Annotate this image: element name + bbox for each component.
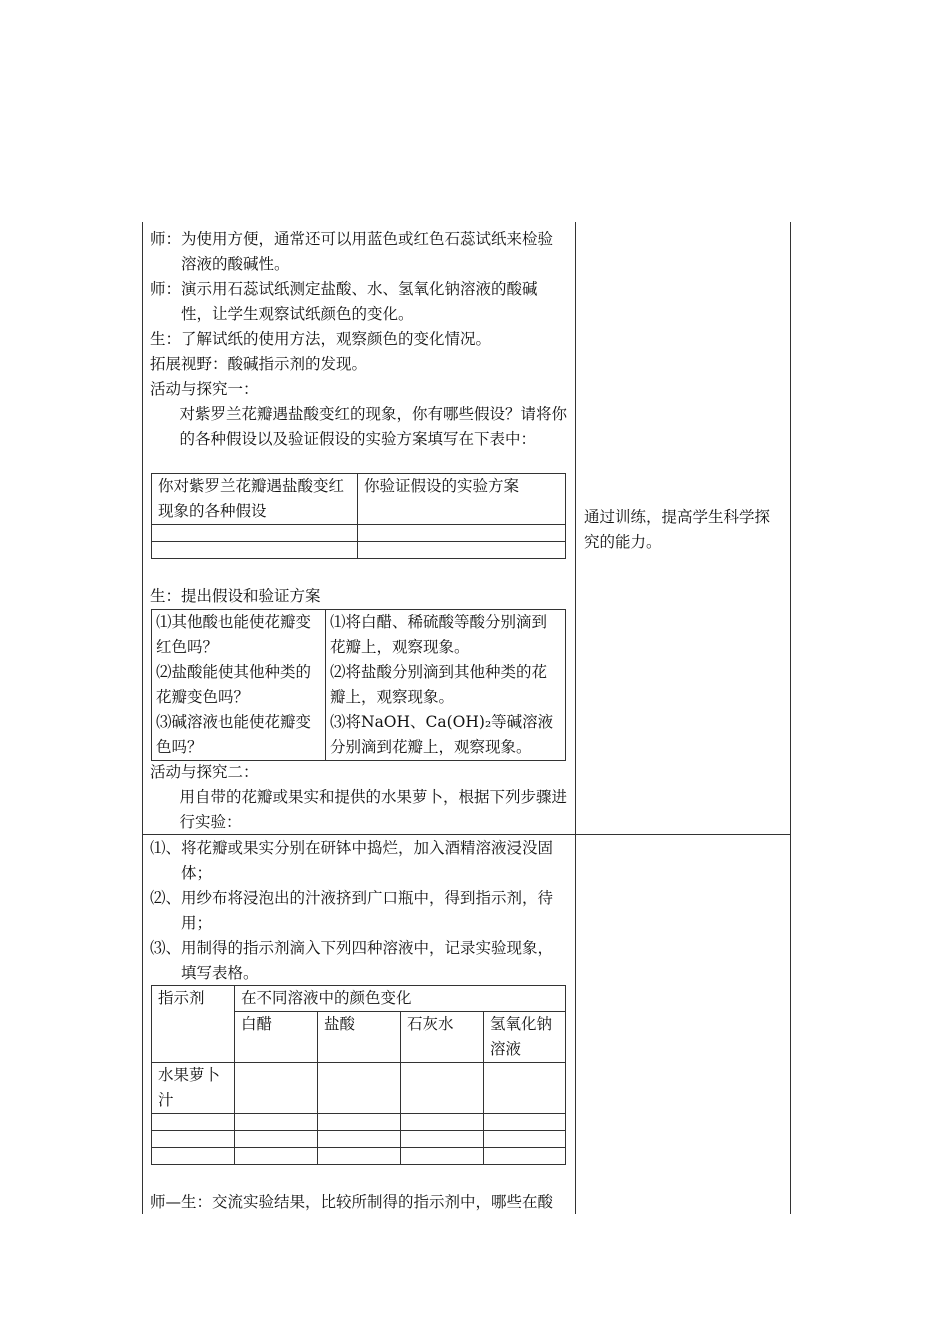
indicator-table	[151, 985, 566, 1165]
plan-empty-cell	[358, 542, 566, 559]
data-cell	[318, 1148, 401, 1165]
final-discussion-line	[150, 1190, 575, 1215]
data-cell	[235, 1063, 318, 1114]
hypothesis-header: 你对紫罗兰花瓣遇盐酸变红现象的各种假设	[152, 474, 358, 525]
student-paragraph-1: 生：了解试纸的使用方法，观察颜色的变化情况。	[150, 330, 492, 348]
row-radish-juice: 水果萝卜汁	[152, 1063, 235, 1114]
plan-item: ⑵将盐酸分别滴到其他种类的花瓣上，观察现象。	[330, 663, 548, 706]
frame-middle-border	[575, 222, 576, 1214]
extension-paragraph: 拓展视野：酸碱指示剂的发现。	[150, 355, 368, 373]
step-two: ⑵、用纱布将浸泡出的汁液挤到广口瓶中，得到指示剂，待用；	[150, 889, 554, 932]
data-cell	[235, 1148, 318, 1165]
activity-two-heading: 活动与探究二：	[150, 763, 259, 781]
data-cell	[318, 1114, 401, 1131]
teacher-paragraph-1: 师：为使用方便，通常还可以用蓝色或红色石蕊试纸来检验溶液的酸碱性。	[150, 230, 554, 273]
plan-header: 你验证假设的实验方案	[358, 474, 566, 525]
data-cell	[152, 1131, 235, 1148]
data-cell	[401, 1063, 484, 1114]
data-cell	[484, 1063, 566, 1114]
data-cell	[484, 1131, 566, 1148]
data-cell	[318, 1131, 401, 1148]
hypothesis-item: ⑶碱溶液也能使花瓣变色吗？	[156, 713, 312, 756]
indicator-header: 指示剂	[152, 986, 235, 1063]
data-cell	[235, 1131, 318, 1148]
hypothesis-item: ⑴其他酸也能使花瓣变红色吗？	[156, 613, 312, 656]
data-cell	[235, 1114, 318, 1131]
lower-section	[150, 836, 568, 986]
teacher-student-paragraph: 师—生：交流实验结果，比较所制得的指示剂中，哪些在酸	[150, 1193, 554, 1211]
data-cell	[484, 1148, 566, 1165]
step-one: ⑴、将花瓣或果实分别在研钵中捣烂，加入酒精溶液浸没固体；	[150, 839, 554, 882]
data-cell	[152, 1148, 235, 1165]
column-sodium-hydroxide: 氢氧化钠溶液	[484, 1012, 566, 1063]
activity-one-prompt: 对紫罗兰花瓣遇盐酸变红的现象，你有哪些假设？请将你的各种假设以及验证假设的实验方案填写在下表中：	[179, 405, 567, 448]
hypothesis-item: ⑵盐酸能使其他种类的花瓣变色吗？	[156, 663, 312, 706]
hypothesis-table	[151, 473, 566, 559]
proposal-table	[151, 609, 566, 761]
student-proposal-line	[150, 584, 568, 609]
data-cell	[401, 1148, 484, 1165]
hypothesis-empty-cell	[152, 525, 358, 542]
student-paragraph-2: 生：提出假设和验证方案	[150, 587, 321, 605]
plan-item: ⑴将白醋、稀硫酸等酸分别滴到花瓣上，观察现象。	[330, 613, 548, 656]
hypotheses-cell	[152, 610, 326, 761]
teacher-paragraph-2: 师：演示用石蕊试纸测定盐酸、水、氢氧化钠溶液的酸碱性，让学生观察试纸颜色的变化。	[150, 280, 538, 323]
data-cell	[401, 1114, 484, 1131]
frame-left-border	[142, 222, 143, 1214]
upper-section	[150, 227, 568, 452]
plans-cell	[326, 610, 566, 761]
plan-empty-cell	[358, 525, 566, 542]
step-three: ⑶、用制得的指示剂滴入下列四种溶液中，记录实验现象，填写表格。	[150, 939, 554, 982]
activity-two-prompt: 用自带的花瓣或果实和提供的水果萝卜，根据下列步骤进行实验：	[179, 788, 567, 831]
teaching-intent-note: 通过训练，提高学生科学探究的能力。	[584, 508, 771, 551]
frame-right-border	[790, 222, 791, 1214]
data-cell	[484, 1114, 566, 1131]
data-cell	[318, 1063, 401, 1114]
column-vinegar: 白醋	[235, 1012, 318, 1063]
data-cell	[152, 1114, 235, 1131]
data-cell	[401, 1131, 484, 1148]
column-hydrochloric-acid: 盐酸	[318, 1012, 401, 1063]
color-change-header: 在不同溶液中的颜色变化	[235, 986, 566, 1012]
activity-two-block	[150, 760, 568, 835]
column-limewater: 石灰水	[401, 1012, 484, 1063]
activity-one-heading: 活动与探究一：	[150, 380, 259, 398]
plan-item: ⑶将NaOH、Ca(OH)₂等碱溶液分别滴到花瓣上，观察现象。	[330, 713, 554, 756]
hypothesis-empty-cell	[152, 542, 358, 559]
